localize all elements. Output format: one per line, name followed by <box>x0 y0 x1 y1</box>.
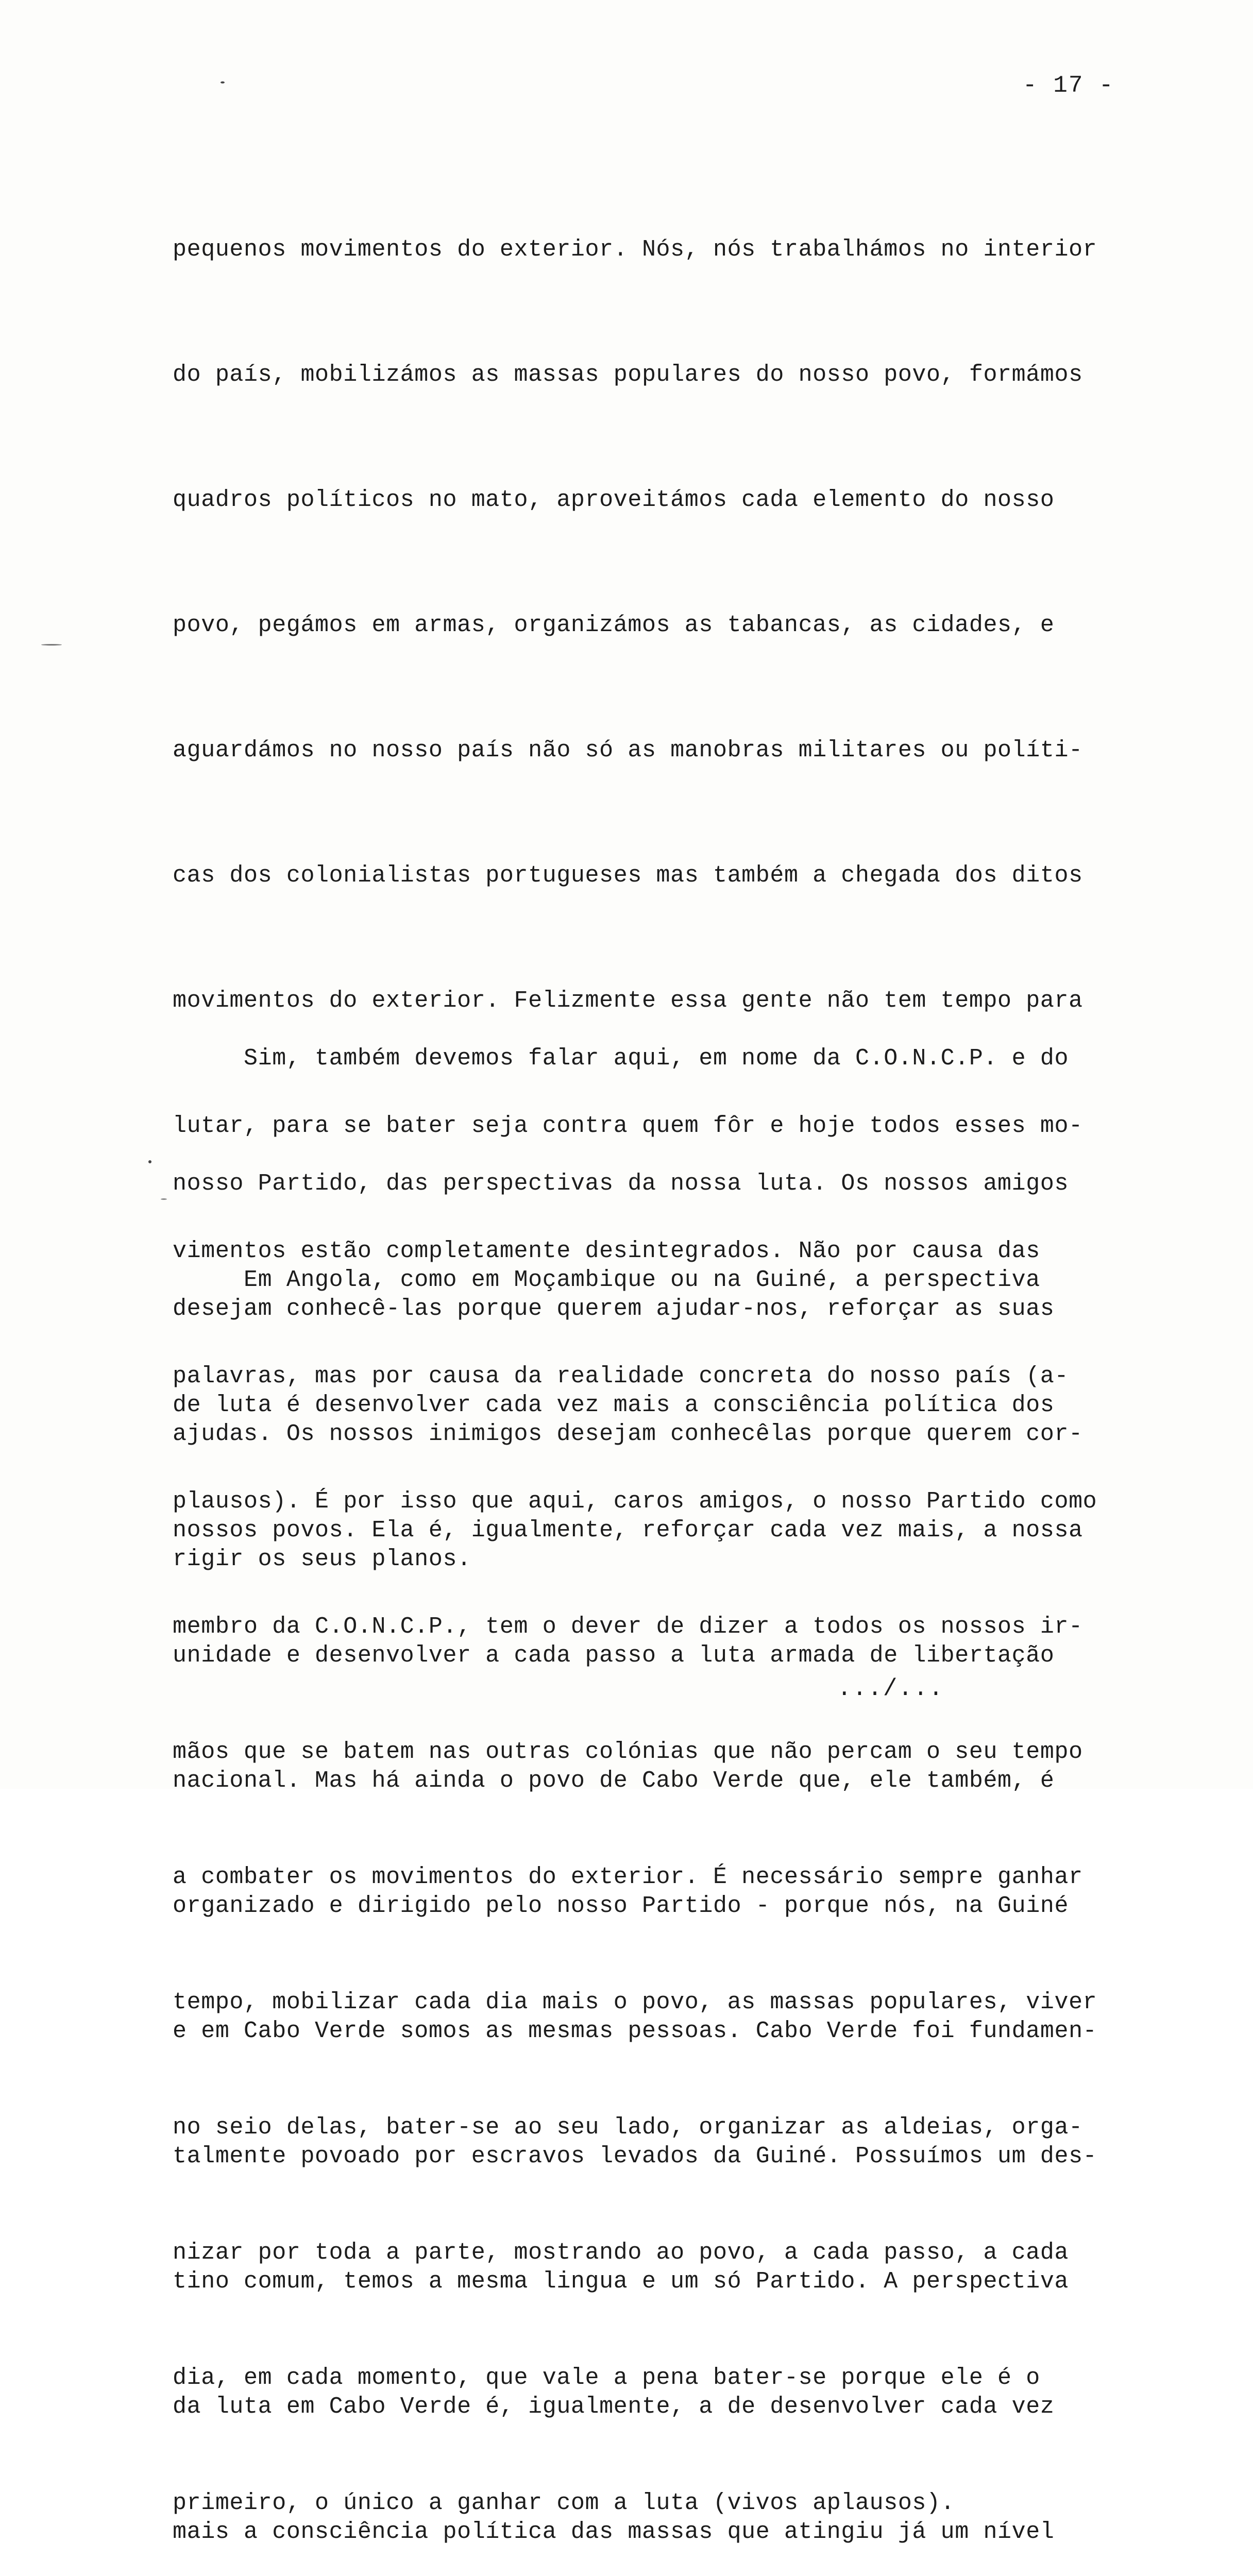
text-line: a combater os movimentos do exterior. É necessário sempre ganhar <box>173 1864 1083 1890</box>
text-line: plausos). É por isso que aqui, caros amigos, o nosso Partido como <box>173 1488 1097 1515</box>
text-line: tino comum, temos a mesma lingua e um só Partido. A perspectiva <box>173 2268 1069 2295</box>
text-line: lutar, para se bater seja contra quem fôr e hoje todos esses mo- <box>173 1113 1083 1139</box>
text-line: aguardámos no nosso país não só as manobras militares ou políti- <box>173 737 1083 764</box>
text-line: unidade e desenvolver a cada passo a luta armada de libertação <box>173 1642 1055 1669</box>
text-line: primeiro, o único a ganhar com a luta (vivos aplausos). <box>173 2490 955 2516</box>
text-line: tempo, mobilizar cada dia mais o povo, as massas populares, viver <box>173 1989 1097 2015</box>
text-line: povo, pegámos em armas, organizámos as tabancas, as cidades, e <box>173 612 1055 638</box>
text-line: no seio delas, bater-se ao seu lado, organizar as aldeias, orga- <box>173 2114 1083 2141</box>
text-line: desejam conhecê-las porque querem ajudar-nos, reforçar as suas <box>173 1296 1055 1322</box>
text-line: nossos povos. Ela é, igualmente, reforçar cada vez mais, a nossa <box>173 1517 1083 1544</box>
scan-speck <box>221 81 225 83</box>
text-line: talmente povoado por escravos levados da Guiné. Possuímos um des- <box>173 2143 1097 2170</box>
page-number: - 17 - <box>1023 72 1114 99</box>
text-line: vimentos estão completamente desintegrados. Não por causa das <box>173 1238 1040 1264</box>
text-line: membro da C.O.N.C.P., tem o dever de dizer a todos os nossos ir- <box>173 1614 1083 1640</box>
text-line: e em Cabo Verde somos as mesmas pessoas. Cabo Verde foi fundamen- <box>173 2018 1097 2044</box>
text-line: mais a consciência política das massas que atingiu já um nível <box>173 2519 1055 2545</box>
text-line: dia, em cada momento, que vale a pena bater-se porque ele é o <box>173 2365 1040 2391</box>
text-line: do país, mobilizámos as massas populares do nosso povo, formámos <box>173 362 1083 388</box>
text-line: de luta é desenvolver cada vez mais a consciência política dos <box>173 1392 1055 1418</box>
text-line: nizar por toda a parte, mostrando ao povo, a cada passo, a cada <box>173 2240 1069 2266</box>
text-line: palavras, mas por causa da realidade concreta do nosso país (a- <box>173 1363 1069 1389</box>
text-line: rigir os seus planos. <box>173 1546 471 1572</box>
scan-speck <box>161 1198 167 1200</box>
text-line: Em Angola, como em Moçambique ou na Guiné, a perspectiva <box>173 1267 1040 1293</box>
text-line: nacional. Mas há ainda o povo de Cabo Verde que, ele também, é <box>173 1768 1055 1794</box>
text-line: movimentos do exterior. Felizmente essa gente não tem tempo para <box>173 988 1083 1014</box>
text-line: ajudas. Os nossos inimigos desejam conhecêlas porque querem cor- <box>173 1421 1083 1447</box>
text-line: organizado e dirigido pelo nosso Partido - porque nós, na Guiné <box>173 1893 1069 1919</box>
scan-speck <box>148 1160 151 1163</box>
paragraph-3 <box>173 1176 1170 2576</box>
text-line: Sim, também devemos falar aqui, em nome da C.O.N.C.P. e do <box>173 1045 1069 1072</box>
continuation-mark: .../... <box>837 1675 944 1702</box>
text-line: nosso Partido, das perspectivas da nossa luta. Os nossos amigos <box>173 1171 1069 1197</box>
text-line: da luta em Cabo Verde é, igualmente, a de desenvolver cada vez <box>173 2394 1055 2420</box>
text-line: pequenos movimentos do exterior. Nós, nós trabalhámos no interior <box>173 236 1097 263</box>
text-line: mãos que se batem nas outras colónias que não percam o seu tempo <box>173 1739 1083 1765</box>
scan-speck <box>41 644 62 646</box>
text-line: quadros políticos no mato, aproveitámos cada elemento do nosso <box>173 487 1055 513</box>
text-line: cas dos colonialistas portugueses mas também a chegada dos ditos <box>173 862 1083 889</box>
